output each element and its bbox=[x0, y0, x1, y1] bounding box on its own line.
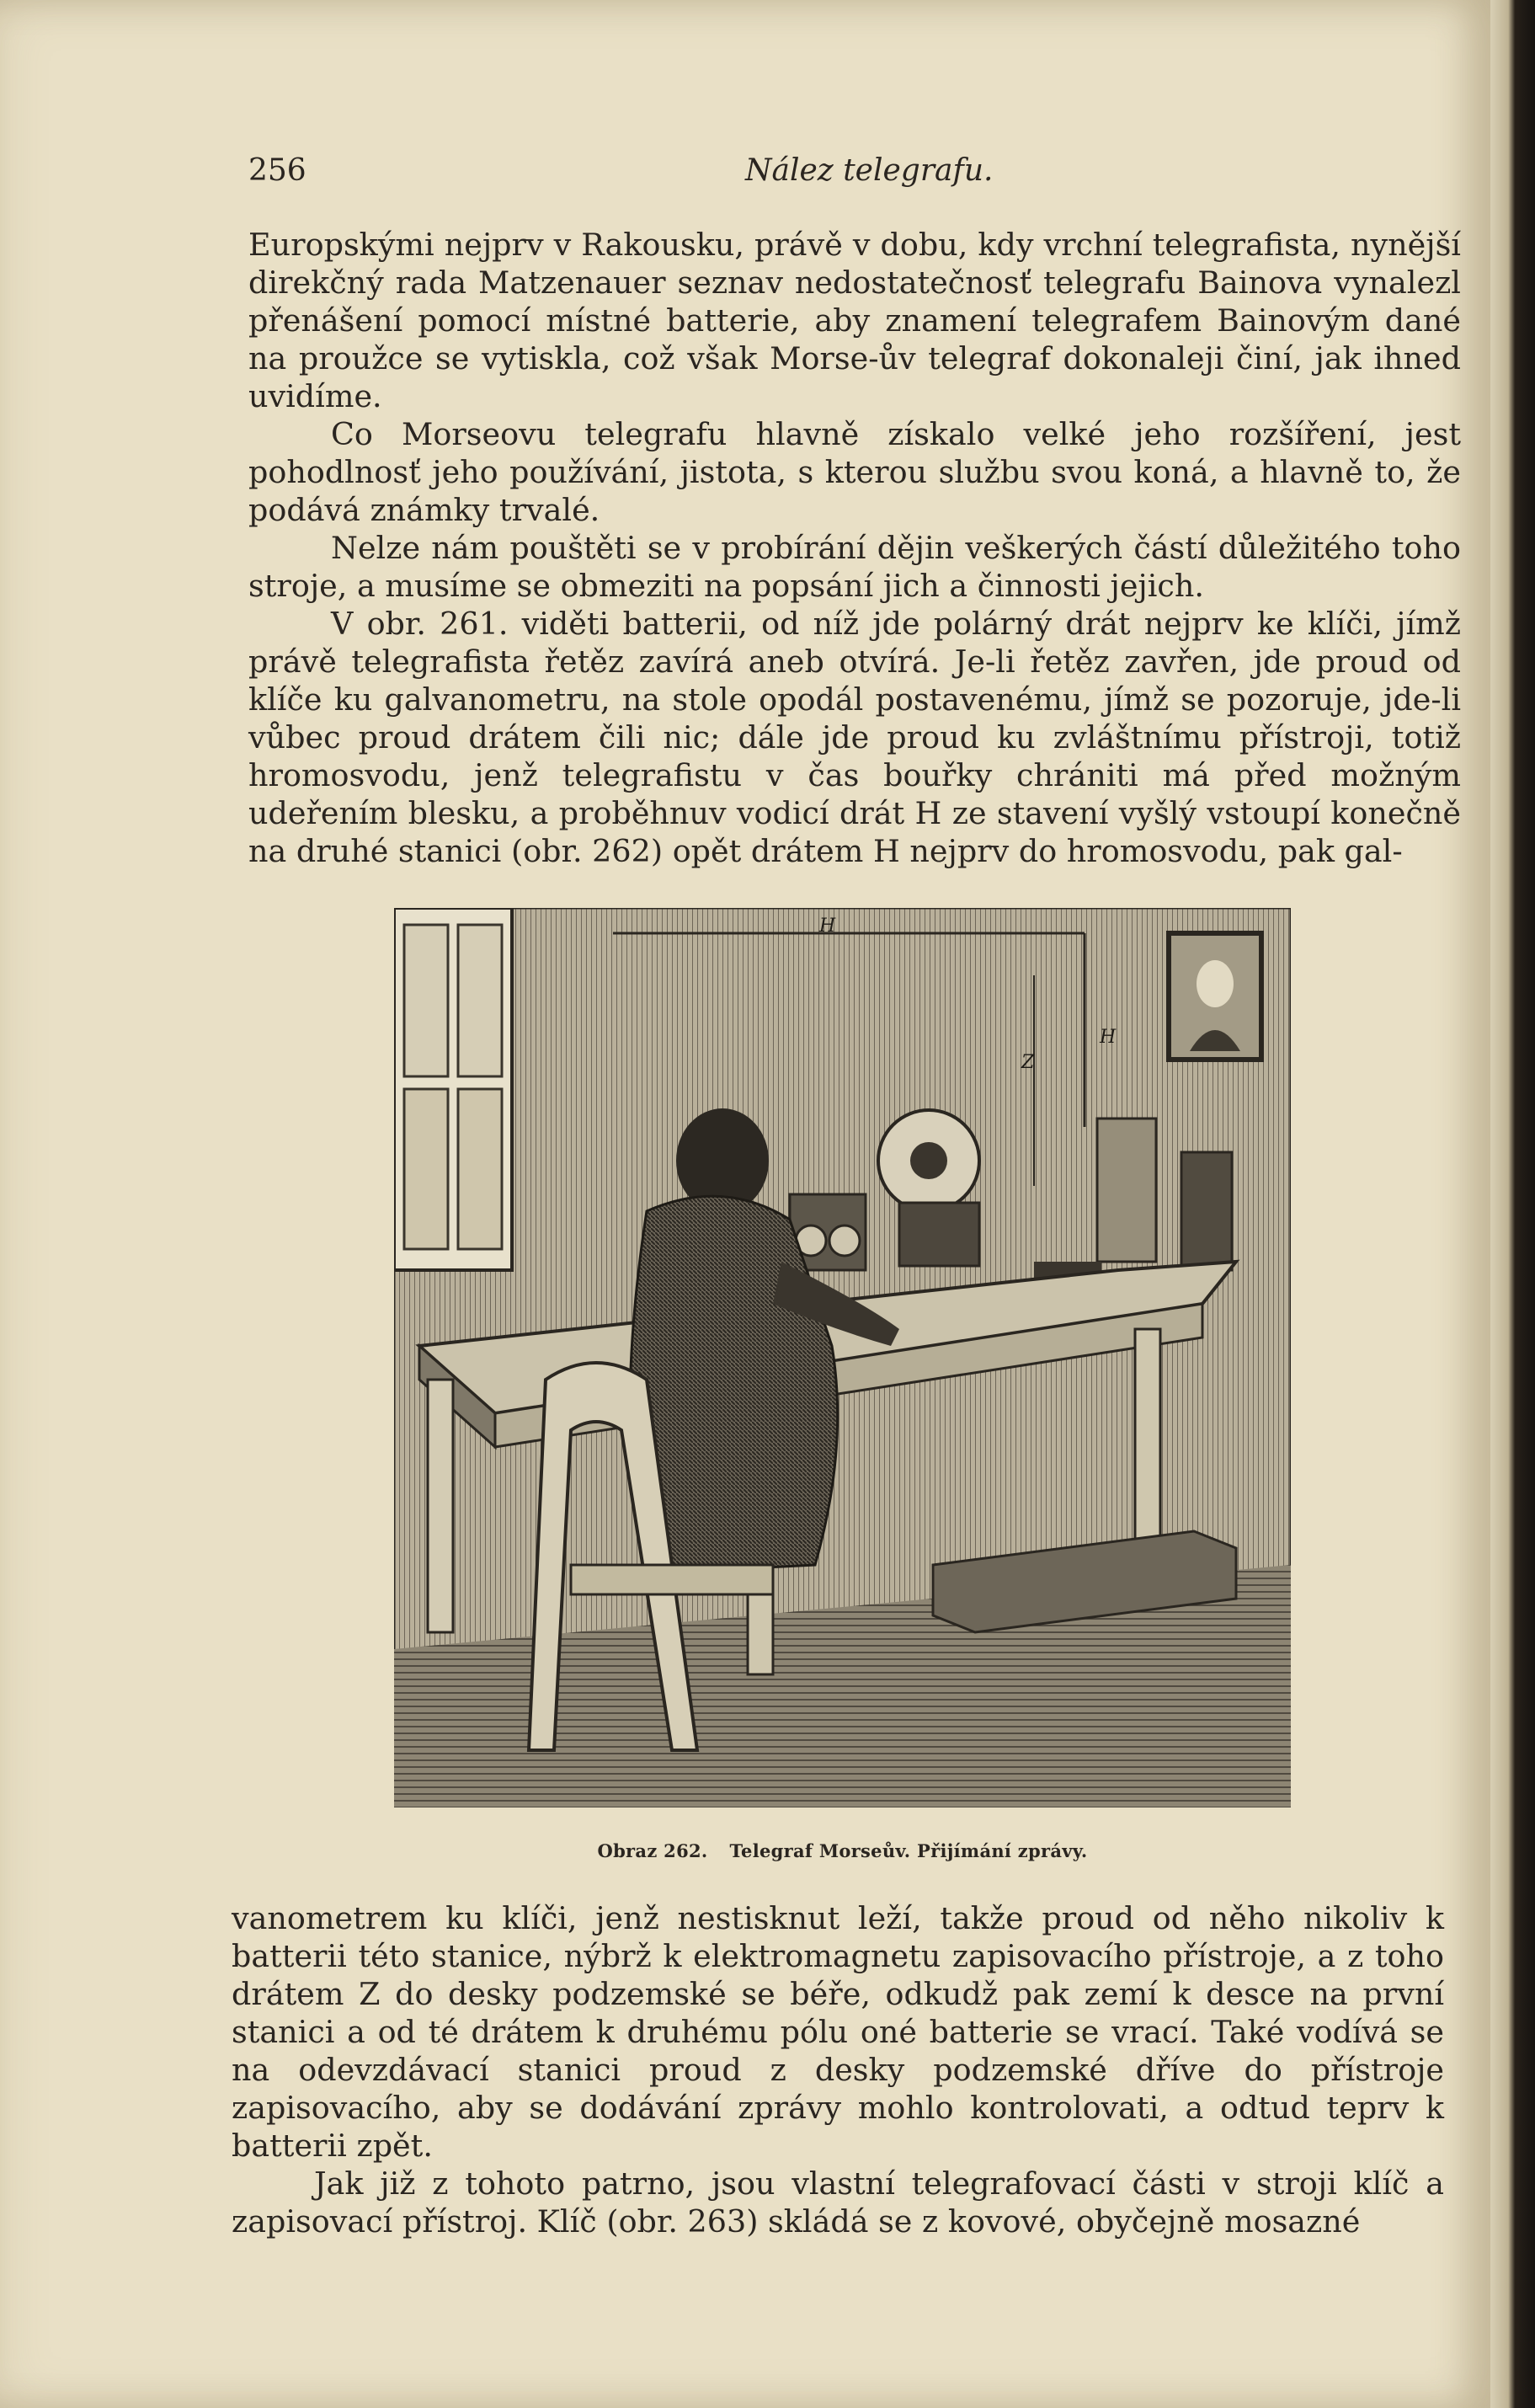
paragraph: Europskými nejprv v Rakousku, právě v dobu, kdy vrchní telegrafista, nynější direkčný rada Matzenauer seznav nedostatečnosť telegrafu Bainova vynalezl přenášení pomocí místné batterie, aby znamení telegrafem Bainovým dané na proužce se vytiskla, což však Morse-ův telegraf dokonaleji činí, jak ihned uvidíme. bbox=[248, 227, 1461, 414]
figure-caption bbox=[394, 1834, 1291, 1868]
running-title: Nález telegrafu. bbox=[745, 153, 994, 188]
label-h-top: H bbox=[819, 916, 836, 937]
label-z: Z bbox=[1021, 1052, 1035, 1073]
label-h-side: H bbox=[1100, 1027, 1117, 1048]
lightning-arrester-box bbox=[1097, 1119, 1156, 1262]
book-spine bbox=[1490, 0, 1535, 2408]
paragraph: Nelze nám pouštěti se v probírání dějin veškerých částí důležitého toho stroje, a musíme se obmeziti na popsání jich a činnosti jejich. bbox=[248, 530, 1461, 604]
paragraph: Co Morseovu telegrafu hlavně získalo velké jeho rozšíření, jest pohodlnosť jeho používání, jistota, s kterou službu svou koná, a hlavně to, že podává známky trvalé. bbox=[248, 416, 1461, 528]
text-block-bottom bbox=[232, 1899, 1444, 2240]
paragraph: vanometrem ku klíči, jenž nestisknut leží, takže proud od něho nikoliv k batterii této stanice, nýbrž k elektromagnetu zapisovacího přístroje, a z toho drátem Z do desky podzemské se béře, odkudž pak zemí k desce na první stanici a od té drátem k druhému pólu oné batterie se vrací. Také vodívá se na odevzdávací stanici proud z desky podzemské dříve do přístroje zapisovacího, aby se dodávání zprávy mohlo kontrolovati, a odtud teprv k batterii zpět. bbox=[232, 1900, 1444, 2164]
caption-text: Telegraf Morseův. Přijímání zprávy. bbox=[729, 1840, 1088, 1861]
caption-label: Obraz 262. bbox=[597, 1840, 708, 1861]
text-block-top bbox=[248, 226, 1461, 870]
running-head bbox=[248, 150, 1461, 192]
engraving-telegraph-office bbox=[394, 908, 1291, 1807]
page-number: 256 bbox=[248, 153, 306, 188]
paragraph: V obr. 261. viděti batterii, od níž jde polárný drát nejprv ke klíči, jímž právě telegrafista řetěz zavírá aneb otvírá. Je-li řetěz zavřen, jde proud od klíče ku galvanometru, na stole opodál postavenému, jímž se pozoruje, jde-li vůbec proud drátem čili nic; dále jde proud ku zvláštnímu přístroji, totiž hromosvodu, jenž telegrafistu v čas bouřky chrániti má před možným udeřením blesku, a proběhnuv vodicí drát H ze stavení vyšlý vstoupí konečně na druhé stanici (obr. 262) opět drátem H nejprv do hromosvodu, pak gal- bbox=[248, 606, 1461, 869]
paragraph: Jak již z tohoto patrno, jsou vlastní telegrafovací části v stroji klíč a zapisovací přístroj. Klíč (obr. 263) skládá se z kovové, obyčejně mosazné bbox=[232, 2165, 1444, 2240]
